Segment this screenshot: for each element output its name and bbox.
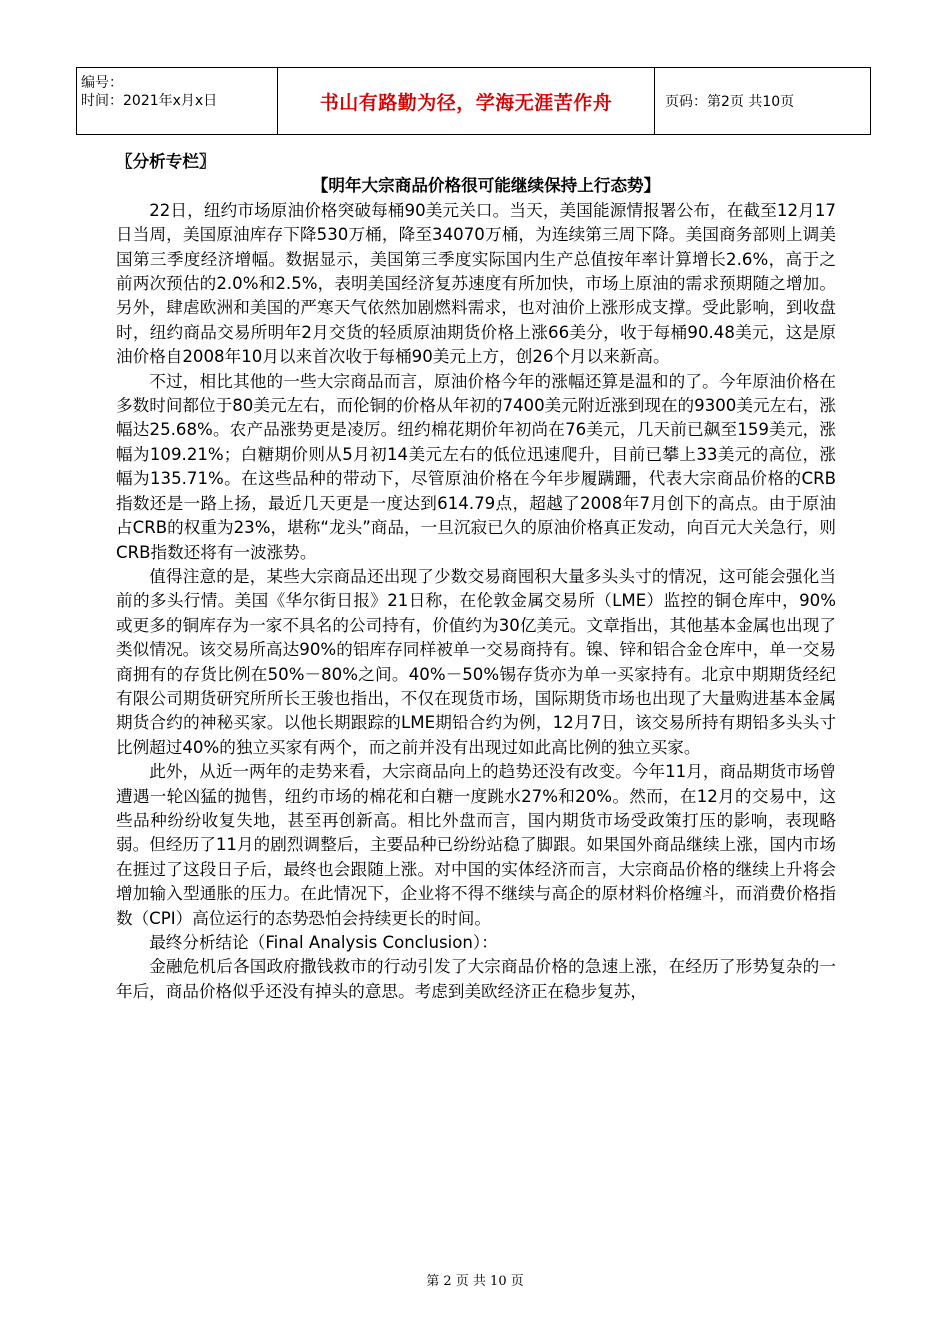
header-meta bbox=[77, 68, 278, 135]
paragraph: 此外，从近一两年的走势来看，大宗商品向上的趋势还没有改变。今年11月，商品期货市场曾遭遇一轮凶猛的抛售，纽约市场的棉花和白糖一度跳水27%和20%。然而，在12月的交易中，这些品种纷纷收复失地，甚至再创新高。相比外盘而言，国内期货市场受政策打压的影响，表现略弱。但经历了11月的剧烈调整后，主要品种已纷纷站稳了脚跟。如果国外商品继续上涨，国内市场在捱过了这段日子后，最终也会跟随上涨。对中国的实体经济而言，大宗商品价格的继续上升将会增加输入型通胀的压力。在此情况下，企业将不得不继续与高企的原材料价格缠斗，而消费价格指数（CPI）高位运行的态势恐怕会持续更长的时间。 bbox=[116, 762, 836, 928]
conclusion-heading: 最终分析结论（Final Analysis Conclusion）： bbox=[149, 933, 498, 952]
article-title: 【明年大宗商品价格很可能继续保持上行态势】 bbox=[311, 176, 661, 196]
header-page-label: 页码：第2页 共10页 bbox=[655, 68, 871, 135]
header-table bbox=[76, 67, 871, 135]
paragraph: 22日，纽约市场原油价格突破每桶90美元关口。当天，美国能源情报署公布，在截至12月17日当周，美国原油库存下降530万桶，降至34070万桶，为连续第三周下降。美国商务部则上调美国第三季度经济增幅。数据显示，美国第三季度实际国内生产总值按年率计算增长2.6%，高于之前两次预估的2.0%和2.5%，表明美国经济复苏速度有所加快，市场上原油的需求预期随之增加。另外，肆虐欧洲和美国的严寒天气依然加剧燃料需求，也对油价上涨形成支撑。受此影响，到收盘时，纽约商品交易所明年2月交货的轻质原油期货价格上涨66美分，收于每桶90.48美元，这是原油价格自2008年10月以来首次收于每桶90美元上方，创26个月以来新高。 bbox=[116, 200, 836, 367]
paragraph: 不过，相比其他的一些大宗商品而言，原油价格今年的涨幅还算是温和的了。今年原油价格在多数时间都位于80美元左右，而伦铜的价格从年初的7400美元附近涨到现在的9300美元左右，涨幅达25.68%。农产品涨势更是凌厉。纽约棉花期价年初尚在76美元，几天前已飙至159美元，涨幅为109.21%；白糖期价则从5月初14美元左右的低位迅速爬升，目前已攀上33美元的高位，涨幅为135.71%。在这些品种的带动下，尽管原油价格在今年步履蹒跚，代表大宗商品价格的CRB指数还是一路上扬，最近几天更是一度达到614.79点，超越了2008年7月创下的高点。由于原油占CRB的权重为23%，堪称“龙头”商品，一旦沉寂已久的原油价格真正发动，向百元大关急行，则CRB指数还将有一波涨势。 bbox=[116, 371, 836, 562]
document-time-label: 时间：2021年x月x日 bbox=[81, 93, 218, 109]
article-body bbox=[116, 150, 836, 1004]
section-tag: 〖分析专栏〗 bbox=[116, 152, 216, 171]
document-number-label: 编号： bbox=[81, 75, 123, 91]
paragraph: 值得注意的是，某些大宗商品还出现了少数交易商囤积大量多头头寸的情况，这可能会强化当前的多头行情。美国《华尔街日报》21日称，在伦敦金属交易所（LME）监控的铜仓库中，90%或更多的铜库存为一家不具名的公司持有，价值约为30亿美元。文章指出，其他基本金属也出现了类似情况。该交易所高达90%的铝库存同样被单一交易商持有。镍、锌和铝合金仓库中，单一交易商拥有的存货比例在50%－80%之间。40%－50%锡存货亦为单一买家持有。北京中期期货经纪有限公司期货研究所所长王骏也指出，不仅在现货市场，国际期货市场也出现了大量购进基本金属期货合约的神秘买家。以他长期跟踪的LME期铅合约为例，12月7日，该交易所持有期铅多头头寸比例超过40%的独立买家有两个，而之前并没有出现过如此高比例的独立买家。 bbox=[116, 566, 836, 757]
paragraph: 金融危机后各国政府撒钱救市的行动引发了大宗商品价格的急速上涨，在经历了形势复杂的一年后，商品价格似乎还没有掉头的意思。考虑到美欧经济正在稳步复苏， bbox=[116, 957, 836, 1001]
header-motto: 书山有路勤为径，学海无涯苦作舟 bbox=[278, 68, 655, 135]
page-footer: 第 2 页 共 10 页 bbox=[426, 1274, 524, 1289]
